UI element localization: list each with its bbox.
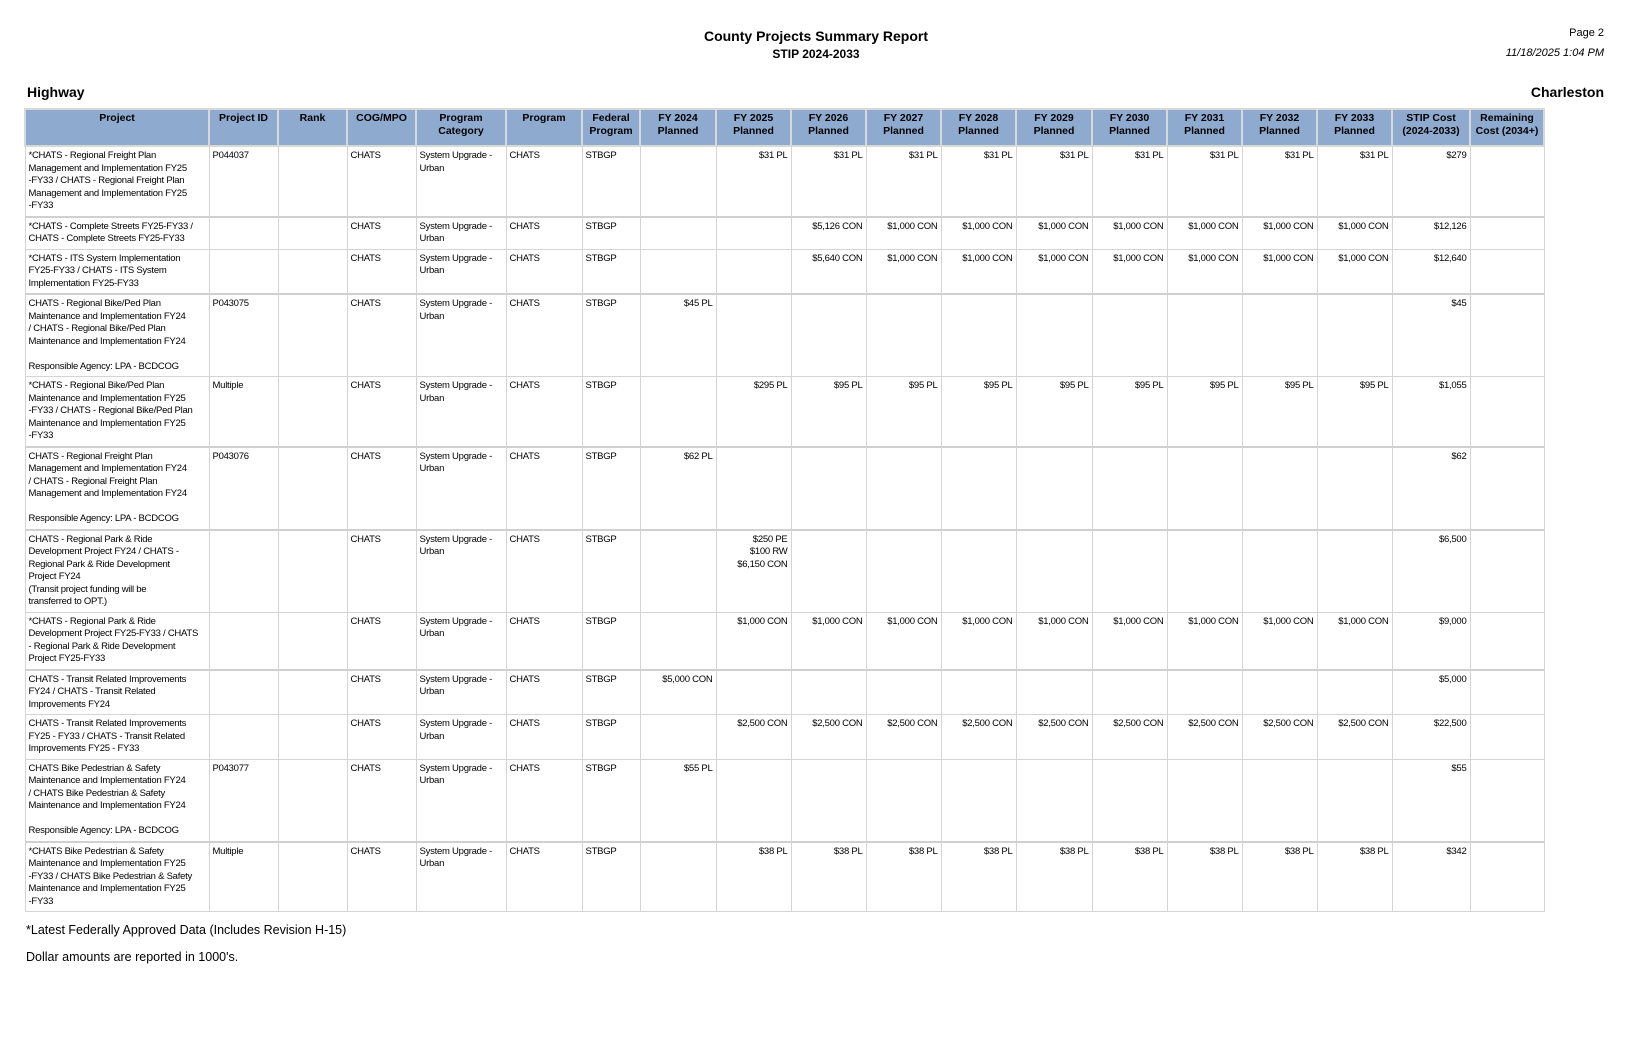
fy-2028-cell — [941, 759, 1016, 842]
stip-cost-cell: $55 — [1392, 759, 1470, 842]
fy-2024-cell: $45 PL — [640, 294, 716, 377]
fy-2025-cell — [716, 217, 791, 250]
fy-2031-cell — [1167, 759, 1242, 842]
fy-2027-cell — [866, 530, 941, 613]
table-row — [25, 842, 1544, 912]
fy-2029-cell: $1,000 CON — [1016, 249, 1092, 294]
fy-2027-cell — [866, 759, 941, 842]
table-row — [25, 217, 1544, 250]
fy-2029-cell: $95 PL — [1016, 377, 1092, 447]
fy-2025-cell: $250 PE $100 RW $6,150 CON — [716, 530, 791, 613]
program-category-cell: System Upgrade - Urban — [416, 447, 506, 530]
fy-2024-cell — [640, 530, 716, 613]
project-id-cell — [209, 612, 278, 670]
table-row — [25, 377, 1544, 447]
fy-2030-cell: $38 PL — [1092, 842, 1167, 912]
fy-2031-cell: $2,500 CON — [1167, 715, 1242, 760]
program-category-cell: System Upgrade - Urban — [416, 670, 506, 715]
fy-2033-cell — [1317, 670, 1392, 715]
report-date: 11/18/2025 1:04 PM — [1505, 47, 1604, 59]
fy-2026-cell: $38 PL — [791, 842, 866, 912]
federal-program-cell: STBGP — [582, 447, 640, 530]
program-cell: CHATS — [506, 447, 582, 530]
column-header: Federal Program — [582, 109, 640, 146]
stip-cost-cell: $9,000 — [1392, 612, 1470, 670]
fy-2031-cell — [1167, 670, 1242, 715]
remaining-cost-cell — [1470, 759, 1544, 842]
fy-2029-cell — [1016, 530, 1092, 613]
cog-mpo-cell: CHATS — [347, 377, 416, 447]
fy-2033-cell: $95 PL — [1317, 377, 1392, 447]
fy-2025-cell — [716, 294, 791, 377]
fy-2027-cell — [866, 670, 941, 715]
footnote-federal-data: *Latest Federally Approved Data (Includes Revision H-15) — [26, 923, 347, 937]
fy-2027-cell: $1,000 CON — [866, 612, 941, 670]
fy-2032-cell — [1242, 670, 1317, 715]
column-header: Program Category — [416, 109, 506, 146]
fy-2027-cell — [866, 294, 941, 377]
project-id-cell — [209, 530, 278, 613]
project-id-cell: P043075 — [209, 294, 278, 377]
fy-2033-cell — [1317, 759, 1392, 842]
report-subtitle: STIP 2024-2033 — [772, 47, 860, 61]
cog-mpo-cell: CHATS — [347, 146, 416, 217]
fy-2033-cell: $31 PL — [1317, 146, 1392, 217]
page-number: Page 2 — [1569, 27, 1604, 39]
fy-2028-cell — [941, 447, 1016, 530]
remaining-cost-cell — [1470, 447, 1544, 530]
column-header: Project — [25, 109, 209, 146]
fy-2027-cell: $38 PL — [866, 842, 941, 912]
fy-2031-cell — [1167, 530, 1242, 613]
fy-2026-cell: $5,640 CON — [791, 249, 866, 294]
fy-2026-cell — [791, 530, 866, 613]
fy-2026-cell: $1,000 CON — [791, 612, 866, 670]
program-category-cell: System Upgrade - Urban — [416, 294, 506, 377]
remaining-cost-cell — [1470, 612, 1544, 670]
fy-2030-cell — [1092, 530, 1167, 613]
rank-cell — [278, 612, 347, 670]
column-header: STIP Cost (2024-2033) — [1392, 109, 1470, 146]
remaining-cost-cell — [1470, 842, 1544, 912]
fy-2026-cell — [791, 294, 866, 377]
fy-2028-cell: $1,000 CON — [941, 249, 1016, 294]
fy-2029-cell: $38 PL — [1016, 842, 1092, 912]
fy-2026-cell — [791, 759, 866, 842]
fy-2029-cell: $31 PL — [1016, 146, 1092, 217]
fy-2032-cell — [1242, 530, 1317, 613]
fy-2024-cell — [640, 842, 716, 912]
table-row — [25, 670, 1544, 715]
fy-2026-cell: $5,126 CON — [791, 217, 866, 250]
project-cell: CHATS - Transit Related Improvements FY24 / CHATS - Transit Related Improvements FY24 — [25, 670, 209, 715]
stip-cost-cell: $12,126 — [1392, 217, 1470, 250]
fy-2024-cell — [640, 715, 716, 760]
program-category-cell: System Upgrade - Urban — [416, 530, 506, 613]
column-header: FY 2026 Planned — [791, 109, 866, 146]
table-row — [25, 146, 1544, 217]
program-cell: CHATS — [506, 249, 582, 294]
column-header: FY 2029 Planned — [1016, 109, 1092, 146]
fy-2024-cell: $55 PL — [640, 759, 716, 842]
stip-cost-cell: $22,500 — [1392, 715, 1470, 760]
fy-2032-cell: $1,000 CON — [1242, 612, 1317, 670]
column-header: Program — [506, 109, 582, 146]
fy-2024-cell: $5,000 CON — [640, 670, 716, 715]
fy-2030-cell — [1092, 759, 1167, 842]
program-category-cell: System Upgrade - Urban — [416, 612, 506, 670]
program-category-cell: System Upgrade - Urban — [416, 842, 506, 912]
fy-2027-cell — [866, 447, 941, 530]
fy-2029-cell — [1016, 759, 1092, 842]
fy-2026-cell — [791, 670, 866, 715]
project-id-cell: P044037 — [209, 146, 278, 217]
fy-2026-cell: $31 PL — [791, 146, 866, 217]
table-row — [25, 612, 1544, 670]
column-header: COG/MPO — [347, 109, 416, 146]
program-cell: CHATS — [506, 715, 582, 760]
table-row — [25, 530, 1544, 613]
fy-2032-cell — [1242, 294, 1317, 377]
remaining-cost-cell — [1470, 377, 1544, 447]
project-id-cell: Multiple — [209, 842, 278, 912]
fy-2024-cell — [640, 377, 716, 447]
column-header: FY 2033 Planned — [1317, 109, 1392, 146]
program-category-cell: System Upgrade - Urban — [416, 759, 506, 842]
stip-cost-cell: $62 — [1392, 447, 1470, 530]
federal-program-cell: STBGP — [582, 249, 640, 294]
fy-2025-cell — [716, 447, 791, 530]
stip-cost-cell: $1,055 — [1392, 377, 1470, 447]
project-id-cell: Multiple — [209, 377, 278, 447]
fy-2031-cell: $1,000 CON — [1167, 217, 1242, 250]
column-header: Project ID — [209, 109, 278, 146]
rank-cell — [278, 217, 347, 250]
fy-2026-cell: $2,500 CON — [791, 715, 866, 760]
remaining-cost-cell — [1470, 670, 1544, 715]
program-category-cell: System Upgrade - Urban — [416, 217, 506, 250]
fy-2033-cell — [1317, 530, 1392, 613]
fy-2031-cell — [1167, 447, 1242, 530]
column-header: Rank — [278, 109, 347, 146]
project-cell: CHATS - Regional Bike/Ped Plan Maintenance and Implementation FY24 / CHATS - Regional Bike/Ped Plan Maintenance and Implementation FY24 Responsible Agency: LPA - BCDCOG — [25, 294, 209, 377]
rank-cell — [278, 670, 347, 715]
fy-2030-cell: $1,000 CON — [1092, 249, 1167, 294]
project-cell: CHATS - Regional Park & Ride Development Project FY24 / CHATS - Regional Park & Ride Development Project FY24 (Transit project funding will be transferred to OPT.) — [25, 530, 209, 613]
footnote-dollar-units: Dollar amounts are reported in 1000's. — [26, 950, 239, 964]
rank-cell — [278, 294, 347, 377]
column-header: FY 2030 Planned — [1092, 109, 1167, 146]
fy-2030-cell: $95 PL — [1092, 377, 1167, 447]
federal-program-cell: STBGP — [582, 217, 640, 250]
stip-cost-cell: $342 — [1392, 842, 1470, 912]
rank-cell — [278, 377, 347, 447]
stip-cost-cell: $45 — [1392, 294, 1470, 377]
program-cell: CHATS — [506, 377, 582, 447]
fy-2028-cell — [941, 670, 1016, 715]
fy-2033-cell: $2,500 CON — [1317, 715, 1392, 760]
cog-mpo-cell: CHATS — [347, 759, 416, 842]
project-cell: CHATS Bike Pedestrian & Safety Maintenance and Implementation FY24 / CHATS Bike Pedestrian & Safety Maintenance and Implementation FY24 Responsible Agency: LPA - BCDCOG — [25, 759, 209, 842]
program-category-cell: System Upgrade - Urban — [416, 249, 506, 294]
column-header: FY 2027 Planned — [866, 109, 941, 146]
rank-cell — [278, 715, 347, 760]
project-cell: *CHATS - ITS System Implementation FY25-FY33 / CHATS - ITS System Implementation FY25-FY33 — [25, 249, 209, 294]
project-cell: *CHATS - Regional Bike/Ped Plan Maintenance and Implementation FY25 -FY33 / CHATS - Regional Bike/Ped Plan Maintenance and Implementation FY25 -FY33 — [25, 377, 209, 447]
project-id-cell: P043077 — [209, 759, 278, 842]
fy-2024-cell — [640, 612, 716, 670]
fy-2025-cell — [716, 249, 791, 294]
federal-program-cell: STBGP — [582, 842, 640, 912]
remaining-cost-cell — [1470, 294, 1544, 377]
fy-2033-cell: $1,000 CON — [1317, 612, 1392, 670]
cog-mpo-cell: CHATS — [347, 217, 416, 250]
fy-2031-cell: $1,000 CON — [1167, 612, 1242, 670]
federal-program-cell: STBGP — [582, 759, 640, 842]
stip-cost-cell: $6,500 — [1392, 530, 1470, 613]
rank-cell — [278, 842, 347, 912]
column-header: FY 2031 Planned — [1167, 109, 1242, 146]
federal-program-cell: STBGP — [582, 530, 640, 613]
project-id-cell — [209, 217, 278, 250]
fy-2029-cell — [1016, 447, 1092, 530]
program-cell: CHATS — [506, 146, 582, 217]
project-id-cell — [209, 670, 278, 715]
fy-2028-cell: $95 PL — [941, 377, 1016, 447]
program-category-cell: System Upgrade - Urban — [416, 377, 506, 447]
program-cell: CHATS — [506, 670, 582, 715]
remaining-cost-cell — [1470, 217, 1544, 250]
fy-2025-cell: $295 PL — [716, 377, 791, 447]
table-header-row — [25, 109, 1544, 146]
table-row — [25, 447, 1544, 530]
column-header: FY 2025 Planned — [716, 109, 791, 146]
fy-2031-cell: $1,000 CON — [1167, 249, 1242, 294]
cog-mpo-cell: CHATS — [347, 842, 416, 912]
county-name: Charleston — [1530, 84, 1604, 100]
fy-2033-cell: $1,000 CON — [1317, 249, 1392, 294]
federal-program-cell: STBGP — [582, 670, 640, 715]
report-title: County Projects Summary Report — [703, 28, 929, 44]
fy-2031-cell — [1167, 294, 1242, 377]
fy-2031-cell: $95 PL — [1167, 377, 1242, 447]
column-header: Remaining Cost (2034+) — [1470, 109, 1544, 146]
cog-mpo-cell: CHATS — [347, 715, 416, 760]
fy-2025-cell: $31 PL — [716, 146, 791, 217]
cog-mpo-cell: CHATS — [347, 294, 416, 377]
fy-2032-cell: $95 PL — [1242, 377, 1317, 447]
cog-mpo-cell: CHATS — [347, 670, 416, 715]
fy-2027-cell: $1,000 CON — [866, 249, 941, 294]
fy-2033-cell: $1,000 CON — [1317, 217, 1392, 250]
column-header: FY 2024 Planned — [640, 109, 716, 146]
fy-2033-cell — [1317, 447, 1392, 530]
fy-2033-cell — [1317, 294, 1392, 377]
fy-2029-cell — [1016, 670, 1092, 715]
federal-program-cell: STBGP — [582, 715, 640, 760]
program-cell: CHATS — [506, 842, 582, 912]
program-cell: CHATS — [506, 612, 582, 670]
federal-program-cell: STBGP — [582, 146, 640, 217]
program-cell: CHATS — [506, 759, 582, 842]
federal-program-cell: STBGP — [582, 612, 640, 670]
federal-program-cell: STBGP — [582, 377, 640, 447]
fy-2024-cell — [640, 217, 716, 250]
remaining-cost-cell — [1470, 715, 1544, 760]
fy-2032-cell: $38 PL — [1242, 842, 1317, 912]
project-id-cell — [209, 249, 278, 294]
stip-cost-cell: $12,640 — [1392, 249, 1470, 294]
fy-2028-cell — [941, 294, 1016, 377]
fy-2030-cell — [1092, 447, 1167, 530]
fy-2028-cell: $2,500 CON — [941, 715, 1016, 760]
section-heading: Highway — [27, 84, 85, 100]
fy-2029-cell — [1016, 294, 1092, 377]
fy-2025-cell — [716, 759, 791, 842]
fy-2025-cell: $2,500 CON — [716, 715, 791, 760]
stip-cost-cell: $5,000 — [1392, 670, 1470, 715]
federal-program-cell: STBGP — [582, 294, 640, 377]
project-cell: *CHATS - Complete Streets FY25-FY33 / CHATS - Complete Streets FY25-FY33 — [25, 217, 209, 250]
stip-cost-cell: $279 — [1392, 146, 1470, 217]
fy-2030-cell: $1,000 CON — [1092, 612, 1167, 670]
rank-cell — [278, 146, 347, 217]
fy-2031-cell: $31 PL — [1167, 146, 1242, 217]
rank-cell — [278, 530, 347, 613]
fy-2027-cell: $1,000 CON — [866, 217, 941, 250]
remaining-cost-cell — [1470, 249, 1544, 294]
program-cell: CHATS — [506, 530, 582, 613]
fy-2028-cell: $38 PL — [941, 842, 1016, 912]
cog-mpo-cell: CHATS — [347, 249, 416, 294]
rank-cell — [278, 447, 347, 530]
project-id-cell — [209, 715, 278, 760]
cog-mpo-cell: CHATS — [347, 612, 416, 670]
fy-2029-cell: $1,000 CON — [1016, 612, 1092, 670]
fy-2026-cell: $95 PL — [791, 377, 866, 447]
program-cell: CHATS — [506, 217, 582, 250]
project-id-cell: P043076 — [209, 447, 278, 530]
remaining-cost-cell — [1470, 530, 1544, 613]
cog-mpo-cell: CHATS — [347, 530, 416, 613]
fy-2027-cell: $31 PL — [866, 146, 941, 217]
fy-2032-cell: $1,000 CON — [1242, 217, 1317, 250]
program-category-cell: System Upgrade - Urban — [416, 146, 506, 217]
fy-2032-cell — [1242, 759, 1317, 842]
fy-2025-cell: $38 PL — [716, 842, 791, 912]
fy-2024-cell — [640, 249, 716, 294]
table-row — [25, 715, 1544, 760]
project-cell: *CHATS Bike Pedestrian & Safety Maintenance and Implementation FY25 -FY33 / CHATS Bike Pedestrian & Safety Maintenance and Implementation FY25 -FY33 — [25, 842, 209, 912]
fy-2029-cell: $1,000 CON — [1016, 217, 1092, 250]
fy-2032-cell — [1242, 447, 1317, 530]
rank-cell — [278, 249, 347, 294]
fy-2027-cell: $95 PL — [866, 377, 941, 447]
fy-2032-cell: $1,000 CON — [1242, 249, 1317, 294]
fy-2025-cell: $1,000 CON — [716, 612, 791, 670]
fy-2028-cell — [941, 530, 1016, 613]
fy-2030-cell: $2,500 CON — [1092, 715, 1167, 760]
fy-2027-cell: $2,500 CON — [866, 715, 941, 760]
table-row — [25, 759, 1544, 842]
cog-mpo-cell: CHATS — [347, 447, 416, 530]
fy-2032-cell: $2,500 CON — [1242, 715, 1317, 760]
fy-2030-cell: $31 PL — [1092, 146, 1167, 217]
fy-2030-cell — [1092, 294, 1167, 377]
fy-2028-cell: $1,000 CON — [941, 217, 1016, 250]
column-header: FY 2032 Planned — [1242, 109, 1317, 146]
fy-2024-cell — [640, 146, 716, 217]
column-header: FY 2028 Planned — [941, 109, 1016, 146]
fy-2025-cell — [716, 670, 791, 715]
fy-2031-cell: $38 PL — [1167, 842, 1242, 912]
table-row — [25, 249, 1544, 294]
fy-2030-cell: $1,000 CON — [1092, 217, 1167, 250]
table-row — [25, 294, 1544, 377]
remaining-cost-cell — [1470, 146, 1544, 217]
project-cell: *CHATS - Regional Freight Plan Management and Implementation FY25 -FY33 / CHATS - Regional Freight Plan Management and Implementation FY25 -FY33 — [25, 146, 209, 217]
fy-2030-cell — [1092, 670, 1167, 715]
fy-2028-cell: $1,000 CON — [941, 612, 1016, 670]
fy-2029-cell: $2,500 CON — [1016, 715, 1092, 760]
fy-2026-cell — [791, 447, 866, 530]
project-cell: *CHATS - Regional Park & Ride Development Project FY25-FY33 / CHATS - Regional Park & Ride Development Project FY25-FY33 — [25, 612, 209, 670]
projects-table — [24, 108, 1545, 912]
program-cell: CHATS — [506, 294, 582, 377]
project-cell: CHATS - Regional Freight Plan Management and Implementation FY24 / CHATS - Regional Freight Plan Management and Implementation FY24 Responsible Agency: LPA - BCDCOG — [25, 447, 209, 530]
fy-2024-cell: $62 PL — [640, 447, 716, 530]
project-cell: CHATS - Transit Related Improvements FY25 - FY33 / CHATS - Transit Related Improvements FY25 - FY33 — [25, 715, 209, 760]
fy-2032-cell: $31 PL — [1242, 146, 1317, 217]
fy-2028-cell: $31 PL — [941, 146, 1016, 217]
program-category-cell: System Upgrade - Urban — [416, 715, 506, 760]
rank-cell — [278, 759, 347, 842]
fy-2033-cell: $38 PL — [1317, 842, 1392, 912]
